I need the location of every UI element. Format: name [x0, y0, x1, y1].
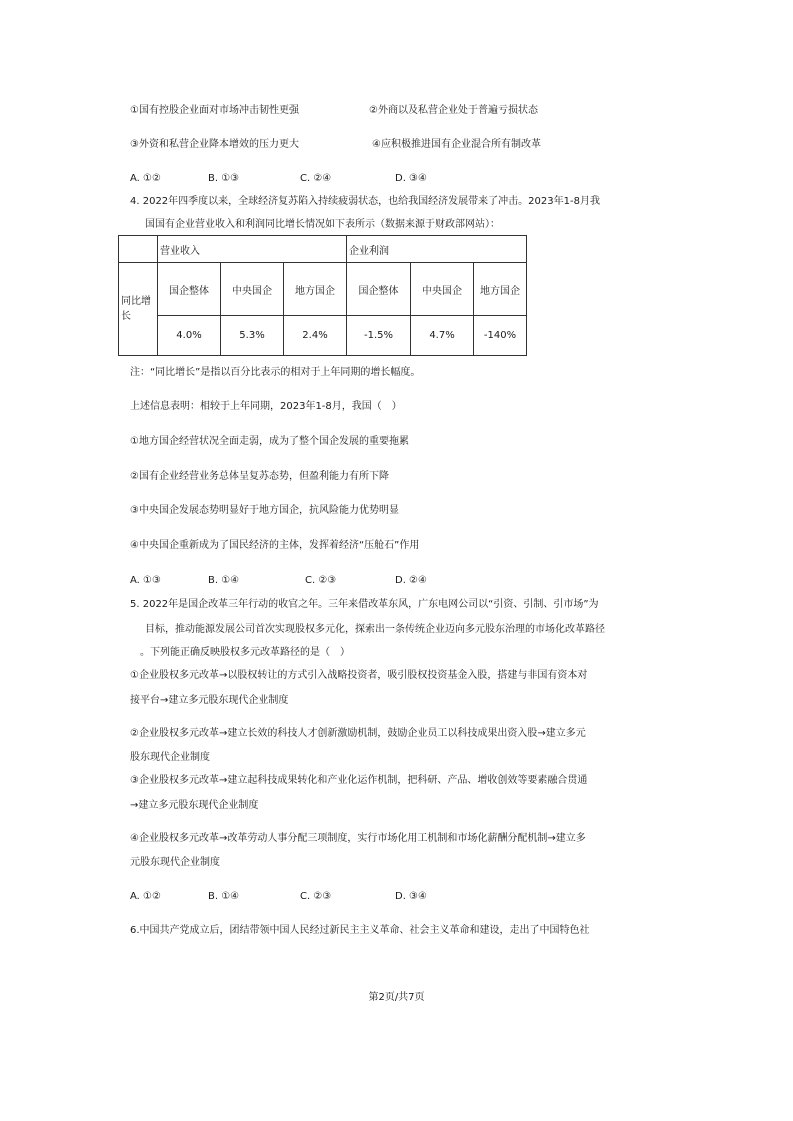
table-header-cell: 中央国企: [411, 263, 474, 316]
q5-stem-line-3: 。下列能正确反映股权多元改革路径的是（ ）: [140, 647, 350, 658]
q4-stem-line-1: 4. 2022年四季度以来，全球经济复苏陷入持续疲弱状态，也给我国经济发展带来了冲击。2023年1-8月我: [130, 196, 600, 207]
q5-stem-line-2: 目标，推动能源发展公司首次实现股权多元化，探索出一条传统企业迈向多元股东治理的市场化改革路径: [145, 624, 605, 635]
table-value-cell: 2.4%: [284, 316, 347, 356]
q5-item-4-line-1: ④企业股权多元改革→改革劳动人事分配三项制度，实行市场化用工机制和市场化薪酬分配机制→建立多: [130, 833, 586, 844]
q5-item-4-line-2: 元股东现代企业制度: [130, 857, 220, 868]
q5-item-3-line-1: ③企业股权多元改革→建立起科技成果转化和产业化运作机制，把科研、产品、增收创效等要素融合贯通: [130, 775, 588, 786]
table-header-cell: 国企整体: [347, 263, 411, 316]
q5-item-3-line-2: →建立多元股东现代企业制度: [130, 800, 259, 811]
q3-option-a[interactable]: A. ①②: [130, 173, 161, 184]
q3-option-d[interactable]: D. ③④: [395, 173, 427, 184]
page-number-footer: 第2页/共7页: [368, 992, 425, 1003]
q4-option-b[interactable]: B. ①④: [208, 575, 240, 586]
table-row-label: 同比增长: [119, 263, 158, 356]
table-header-cell: 国企整体: [158, 263, 221, 316]
q5-options: [130, 890, 470, 904]
table-value-cell: 5.3%: [221, 316, 284, 356]
q5-option-b[interactable]: B. ①④: [208, 891, 240, 902]
table-header-cell: 中央国企: [221, 263, 284, 316]
q3-option-b[interactable]: B. ①③: [208, 173, 240, 184]
q3-item-4: ④应积极推进国有企业混合所有制改革: [372, 139, 541, 150]
q5-option-d[interactable]: D. ③④: [395, 891, 427, 902]
q5-item-1-line-1: ①企业股权多元改革→以股权转让的方式引入战略投资者，吸引股权投资基金入股，搭建与非国有资本对: [130, 670, 588, 681]
q3-option-c[interactable]: C. ②④: [300, 173, 332, 184]
table-group-revenue: 营业收入: [158, 236, 347, 263]
table-value-cell: -1.5%: [347, 316, 411, 356]
table-group-profit: 企业利润: [347, 236, 527, 263]
q4-stem-line-2: 国国有企业营业收入和利润同比增长情况如下表所示（数据来源于财政部网站）：: [145, 219, 500, 230]
q3-item-1: ①国有控股企业面对市场冲击韧性更强: [130, 105, 299, 116]
table-value-cell: -140%: [474, 316, 527, 356]
q5-option-a[interactable]: A. ①②: [130, 891, 161, 902]
q5-stem-line-1: 5. 2022年是国企改革三年行动的收官之年。三年来借改革东风，广东电网公司以“引资、引制、引市场”为: [130, 599, 599, 610]
q5-item-2-line-1: ②企业股权多元改革→建立长效的科技人才创新激励机制，鼓励企业员工以科技成果出资入股→建立多元: [130, 728, 586, 739]
q4-item-1: ①地方国企经营状况全面走弱，成为了整个国企发展的重要拖累: [130, 436, 409, 447]
q3-item-3: ③外资和私营企业降本增效的压力更大: [130, 139, 299, 150]
q4-question: 上述信息表明：相较于上年同期，2023年1-8月，我国（ ）: [130, 401, 402, 412]
q3-item-2: ②外商以及私营企业处于普遍亏损状态: [369, 105, 538, 116]
q5-item-1-line-2: 接平台→建立多元股东现代企业制度: [130, 695, 289, 706]
table-header-cell: 地方国企: [284, 263, 347, 316]
table-corner-cell: [119, 236, 158, 263]
q4-option-d[interactable]: D. ②④: [395, 575, 427, 586]
table-value-cell: 4.7%: [411, 316, 474, 356]
q5-item-2-line-2: 股东现代企业制度: [130, 752, 210, 763]
q4-option-a[interactable]: A. ①③: [130, 575, 161, 586]
q4-item-3: ③中央国企发展态势明显好于地方国企，抗风险能力优势明显: [130, 505, 399, 516]
q4-data-table: [118, 235, 527, 356]
table-value-cell: 4.0%: [158, 316, 221, 356]
q4-options: [130, 574, 470, 588]
q4-table-note: 注：“同比增长”是指以百分比表示的相对于上年同期的增长幅度。: [130, 367, 421, 378]
q5-option-c[interactable]: C. ②③: [300, 891, 332, 902]
table-header-cell: 地方国企: [474, 263, 527, 316]
q4-item-2: ②国有企业经营业务总体呈复苏态势，但盈利能力有所下降: [130, 471, 389, 482]
q4-item-4: ④中央国企重新成为了国民经济的主体，发挥着经济“压舱石”作用: [130, 540, 420, 551]
q3-options: [130, 172, 470, 186]
q6-stem-line-1: 6.中国共产党成立后，团结带领中国人民经过新民主主义革命、社会主义革命和建设，走出了中国特色社: [130, 925, 590, 936]
q4-option-c[interactable]: C. ②③: [305, 575, 337, 586]
